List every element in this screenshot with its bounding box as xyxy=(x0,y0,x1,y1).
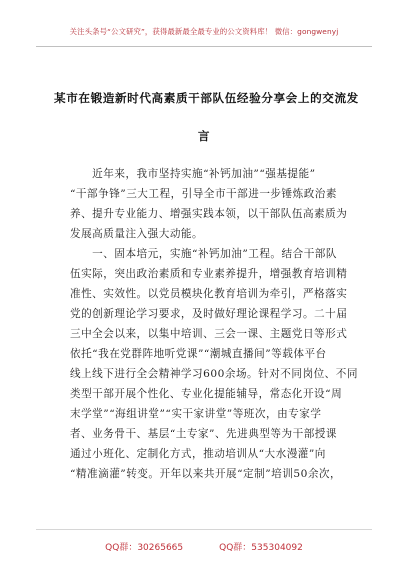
body-line: 类型干部开展个性化、专业化提能辅导，常态化开设“周 xyxy=(70,388,343,400)
document-body xyxy=(70,164,358,484)
footer xyxy=(0,540,408,553)
body-line: 伍实际，突出政治素质和专业素养提升，增强教育培训精 xyxy=(70,268,348,280)
body-line: 养、提升专业能力、增强实践本领，以干部队伍高素质为 xyxy=(70,208,348,220)
body-line: 线上线下进行全会精神学习600余场。针对不同岗位、不同 xyxy=(70,368,358,380)
header-banner: 关注头条号“公文研究”，获得最新最全最专业的公文资料库！ 微信：gongwenyj xyxy=(69,27,339,36)
body-line: 者、业务骨干、基层“土专家”、先进典型等为干部授课 xyxy=(70,428,337,440)
document-title-line-1: 某市在锻造新时代高素质干部队伍经验分享会上的交流发 xyxy=(54,91,359,105)
body-line: “干部争锋”三大工程，引导全市干部进一步锤炼政治素 xyxy=(70,188,337,200)
body-line: 一、固本培元，实施“补钙加油”工程。结合干部队 xyxy=(70,248,337,260)
footer-qq-group-1: QQ群：30265665 xyxy=(105,543,184,553)
body-line: 末学堂”“海组讲堂”“实干家讲堂”等班次，由专家学 xyxy=(70,408,322,420)
footer-qq-group-2: QQ群：535304092 xyxy=(219,543,303,553)
header-divider xyxy=(36,46,372,47)
document-title-line-2: 言 xyxy=(197,129,211,143)
body-line: 依托“我在党群阵地听党课”“潮城直播间”等载体平台 xyxy=(70,348,327,360)
body-line: 准性、实效性。以党员模块化教育培训为牵引，严格落实 xyxy=(70,288,348,300)
body-line: 党的创新理论学习要求，及时做好理论课程学习。二十届 xyxy=(70,308,348,320)
footer-divider xyxy=(36,529,372,530)
body-line: 发展高质量注入强大动能。 xyxy=(70,228,204,240)
body-line: 通过小班化、定制化方式，推动培训从“大水漫灌”向 xyxy=(70,448,326,460)
body-line: 三中全会以来，以集中培训、三会一课、主题党日等形式 xyxy=(70,328,348,340)
body-line: 近年来，我市坚持实施“补钙加油”“强基提能” xyxy=(70,168,316,180)
body-line: “精准滴灌”转变。开年以来共开展“定制”培训50余次， xyxy=(70,468,342,480)
